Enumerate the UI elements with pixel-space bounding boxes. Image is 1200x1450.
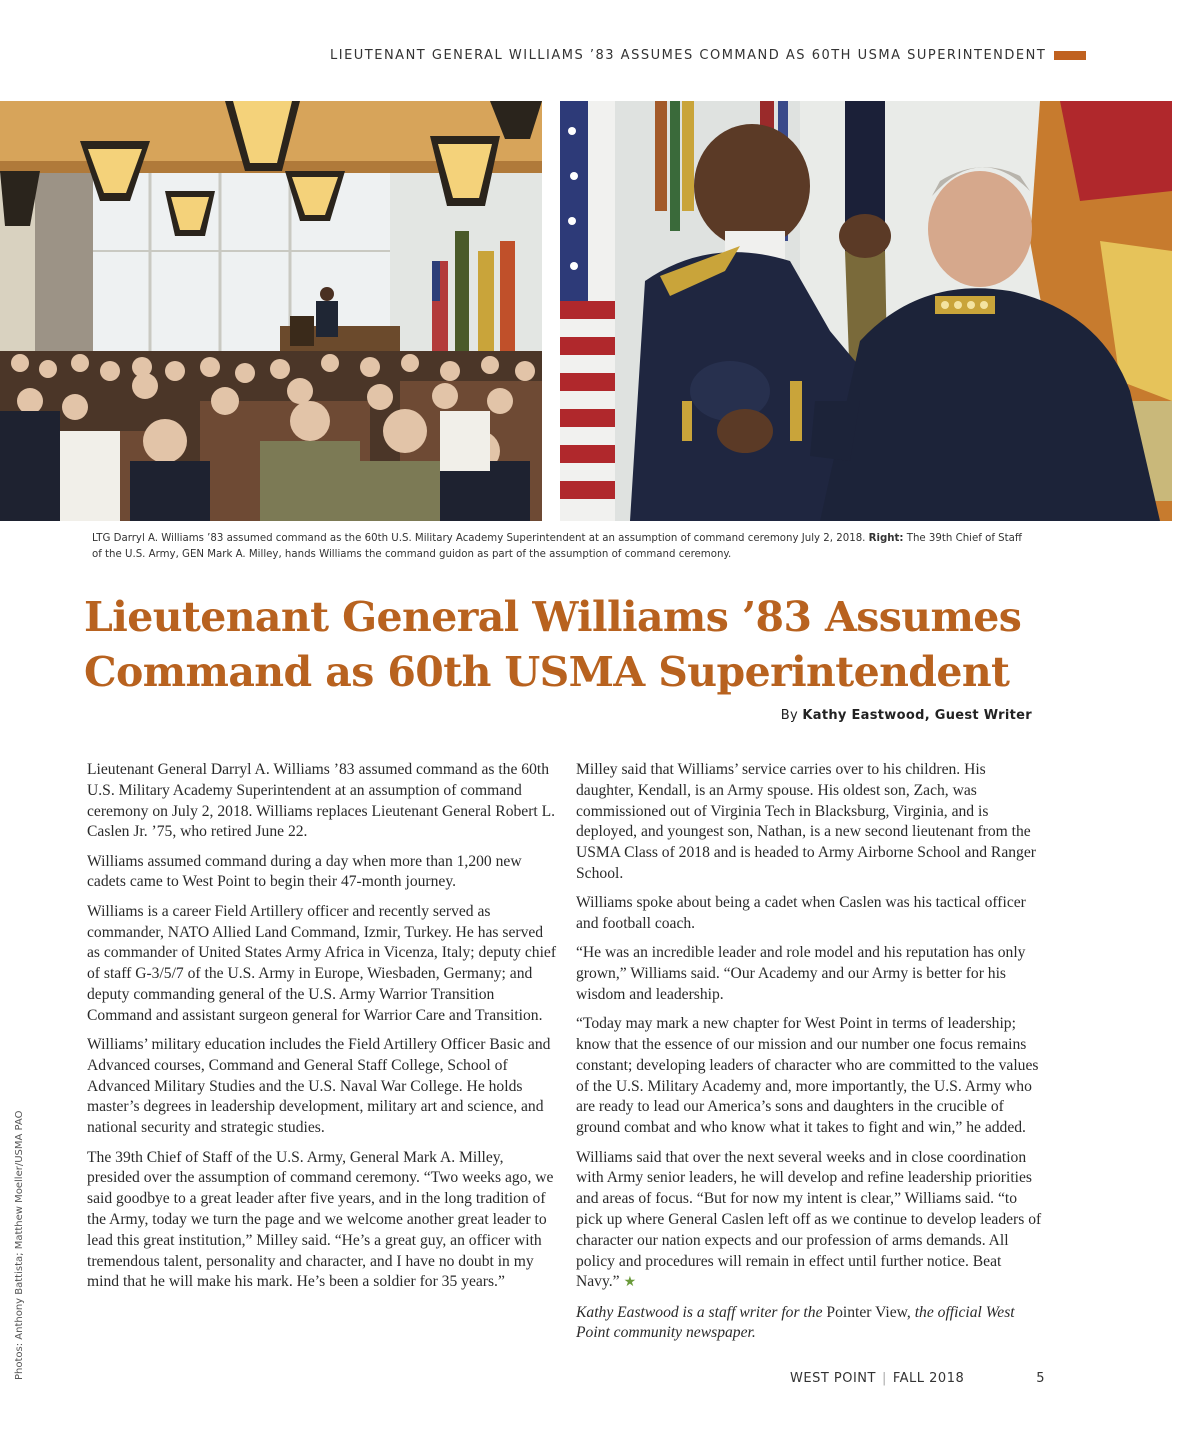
caption-right-label: Right: [868,533,904,544]
article-column-right [576,760,1046,1353]
running-head-text: LIEUTENANT GENERAL WILLIAMS ’83 ASSUMES COMMAND AS 60TH USMA SUPERINTENDENT [330,48,1047,63]
page-footer [790,1371,1045,1386]
end-mark-star-icon: ★ [623,1275,637,1291]
final-paragraph-text: Williams said that over the next several weeks and in close coordination with Army senior leaders, he will develop and refine leadership priorities and areas of focus. “But for now my intent is clear,” Williams said. “to pick up where General Caslen left off as we continue to develop leaders of character our nation expects and our profession of arms demands. All policy and procedures will remain in effect until further notice. Beat Navy.” [576,1148,1042,1291]
paragraph: The 39th Chief of Staff of the U.S. Army, General Mark A. Milley, presided over the assumption of command ceremony. “Two weeks ago, we said goodbye to a great leader after five years, and in the long tradition of the Army, today we turn the page and we welcome another great leader to lead this great institution,” Milley said. “He’s a great guy, an officer with tremendous talent, personality and character, and I have no doubt in my mind that he will make his mark. He’s been a soldier for 35 years.” [87,1148,554,1291]
author-note [576,1303,1046,1345]
paragraph: Williams’ military education includes the Field Artillery Officer Basic and Advanced courses, Command and General Staff College, School of Advanced Military Studies and the U.S. Naval War College. He holds master’s degrees in leadership development, military art and science, and national security and strategic studies. [87,1036,551,1137]
running-head [330,48,1047,66]
article-headline: Lieutenant General Williams ’83 Assumes Command as 60th USMA Superintendent [84,593,1022,696]
photo-credit: Photos: Anthony Battista; Matthew Moeller/USMA PAO [14,1110,25,1380]
byline [781,708,1032,723]
running-head-bar [1054,51,1086,60]
author-note-part1: Kathy Eastwood is a staff writer for the [576,1303,823,1321]
paragraph: Williams assumed command during a day when more than 1,200 new cadets came to West Point to begin their 47-month journey. [87,852,522,891]
paragraph: Lieutenant General Darryl A. Williams ’83 assumed command as the 60th U.S. Military Academy Superintendent at an assumption of command ceremony on July 2, 2018. Williams replaces Lieutenant General Robert L. Caslen Jr. ’75, who retired June 22. [87,761,556,841]
paragraph: “Today may mark a new chapter for West Point in terms of leadership; know that the essence of our mission and our number one focus remains constant; developing leaders of character who are committed to the values of the U.S. Military Academy and, more importantly, the U.S. Army who are ready to lead our America’s sons and daughters in the crucible of ground combat and who know what it takes to fight and win,” he added. [576,1015,1039,1137]
photo-caption [92,531,1032,563]
paragraph: “He was an incredible leader and role model and his reputation has only grown,” Williams said. “Our Academy and our Army is better for his wisdom and leadership. [576,944,1026,1003]
footer-magazine: WEST POINT [790,1371,876,1386]
footer-issue: FALL 2018 [892,1371,965,1386]
article-column-left [87,760,557,1302]
ceremony-hall-photo [0,101,542,521]
caption-right-photo: The 39th Chief of Staff of the U.S. Army, GEN Mark A. Milley, hands Williams the command guidon as part of the assumption of command ceremony. [92,533,1022,560]
author-note-publication: Pointer View, [826,1303,911,1321]
guidon-handoff-image [560,101,1172,521]
guidon-handoff-photo [560,101,1172,521]
paragraph-final [576,1148,1046,1295]
caption-left-photo: LTG Darryl A. Williams ’83 assumed command as the 60th U.S. Military Academy Superintendent at an assumption of command ceremony July 2, 2018. [92,533,866,544]
paragraph: Milley said that Williams’ service carries over to his children. His daughter, Kendall, is an Army spouse. His oldest son, Zach, was commissioned out of Virginia Tech in Blacksburg, Virginia, and is deployed, and youngest son, Nathan, is a new second lieutenant from the USMA Class of 2018 and is headed to Army Airborne School and Ranger School. [576,761,1036,882]
paragraph: Williams spoke about being a cadet when Caslen was his tactical officer and football coach. [576,894,1026,933]
page-number: 5 [1036,1371,1046,1386]
ceremony-hall-image [0,101,542,521]
paragraph: Williams is a career Field Artillery officer and recently served as commander, NATO Allied Land Command, Izmir, Turkey. He has served as commander of United States Army Africa in Vicenza, Italy; deputy chief of staff G-3/5/7 of the U.S. Army in Europe, Wiesbaden, Germany; and deputy commanding general of the U.S. Army Warrior Transition Command and assistant surgeon general for Warrior Care and Transition. [87,902,557,1024]
author-note-part2: the official West Point community newspaper. [576,1303,1015,1342]
footer-separator: | [881,1371,887,1386]
byline-prefix: By [780,708,798,723]
byline-author: Kathy Eastwood, Guest Writer [802,708,1032,723]
